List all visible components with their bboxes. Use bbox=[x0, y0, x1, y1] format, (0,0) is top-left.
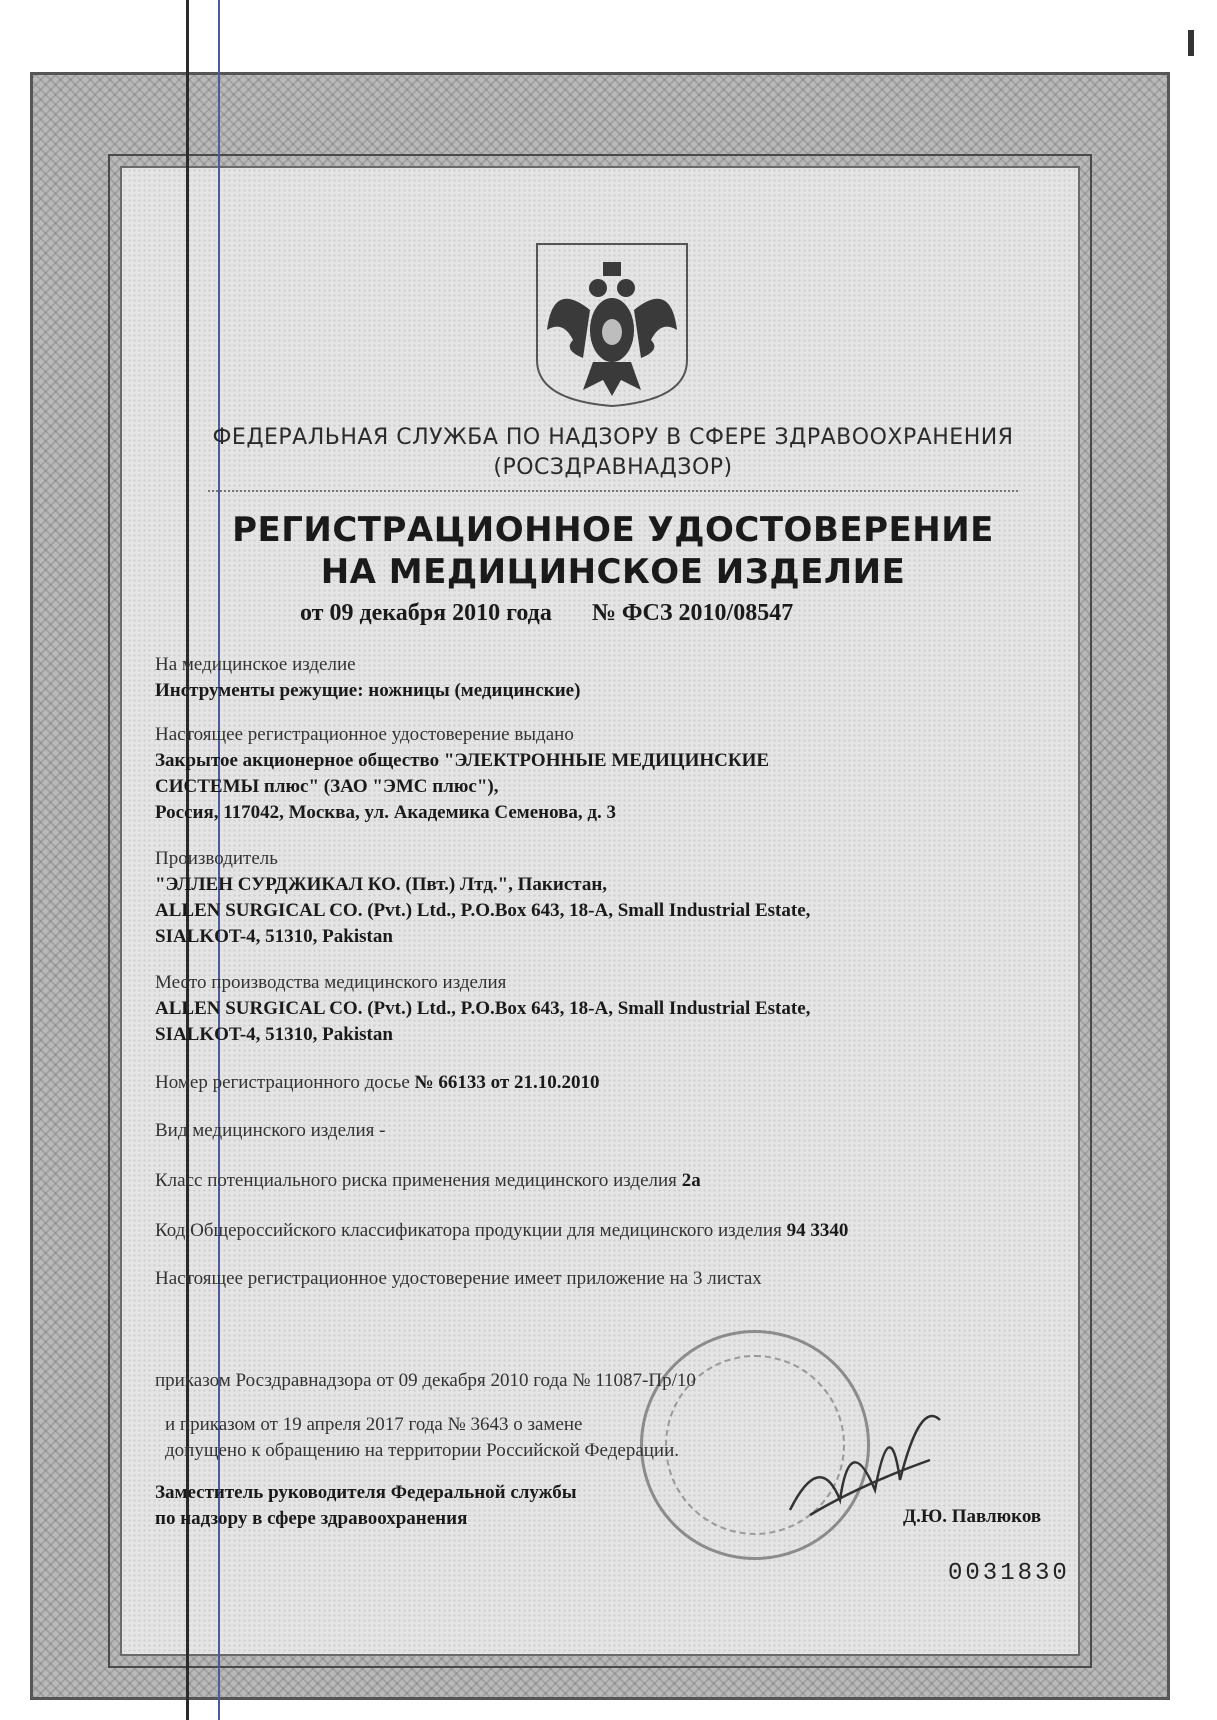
production-site-line: ALLEN SURGICAL CO. (Pvt.) Ltd., P.O.Box 643, 18-A, Small Industrial Estate, bbox=[155, 998, 811, 1019]
risk-class-value: 2а bbox=[681, 1170, 701, 1191]
signatory-position: по надзору в сфере здравоохранения bbox=[155, 1508, 468, 1529]
document-title: РЕГИСТРАЦИОННОЕ УДОСТОВЕРЕНИЕ bbox=[232, 510, 994, 550]
divider bbox=[208, 490, 1018, 492]
agency-name: ФЕДЕРАЛЬНАЯ СЛУЖБА ПО НАДЗОРУ В СФЕРЕ ЗДРАВООХРАНЕНИЯ bbox=[212, 425, 1014, 450]
dossier-value: № 66133 от 21.10.2010 bbox=[414, 1072, 600, 1093]
coat-of-arms-icon bbox=[533, 240, 691, 410]
okp-code-label: Код Общероссийского классификатора продукции для медицинского изделия bbox=[155, 1220, 787, 1241]
order-line: допущено к обращению на территории Российской Федерации. bbox=[165, 1440, 680, 1461]
serial-number: 0031830 bbox=[948, 1560, 1070, 1587]
agency-abbreviation: (РОСЗДРАВНАДЗОР) bbox=[493, 455, 733, 480]
issued-to-line: Закрытое акционерное общество "ЭЛЕКТРОННЫЕ МЕДИЦИНСКИЕ bbox=[155, 750, 770, 771]
order-line: и приказом от 19 апреля 2017 года № 3643 о замене bbox=[165, 1414, 583, 1435]
issued-to-line: СИСТЕМЫ плюс" (ЗАО "ЭМС плюс"), bbox=[155, 776, 499, 797]
scan-mark bbox=[1188, 30, 1194, 56]
signatory-position: Заместитель руководителя Федеральной службы bbox=[155, 1482, 577, 1503]
okp-code-value: 94 3340 bbox=[786, 1220, 849, 1241]
certificate-date: от 09 декабря 2010 года bbox=[300, 600, 552, 626]
order-line: приказом Росздравнадзора от 09 декабря 2010 года № 11087-Пр/10 bbox=[155, 1370, 696, 1391]
dossier-number bbox=[155, 1072, 599, 1094]
manufacturer-label: Производитель bbox=[155, 848, 278, 869]
device-type: Вид медицинского изделия - bbox=[155, 1120, 386, 1141]
issued-to-label: Настоящее регистрационное удостоверение выдано bbox=[155, 724, 574, 745]
dossier-label: Номер регистрационного досье bbox=[155, 1072, 415, 1093]
risk-class bbox=[155, 1170, 701, 1192]
certificate-number: № ФСЗ 2010/08547 bbox=[591, 600, 794, 626]
document-subtitle: НА МЕДИЦИНСКОЕ ИЗДЕЛИЕ bbox=[320, 552, 906, 592]
certificate-date-number bbox=[300, 600, 793, 627]
okp-code bbox=[155, 1220, 848, 1242]
manufacturer-line: "ЭЛЛЕН СУРДЖИКАЛ КО. (Пвт.) Лтд.", Пакистан, bbox=[155, 874, 608, 895]
manufacturer-line: SIALKOT-4, 51310, Pakistan bbox=[155, 926, 393, 947]
risk-class-label: Класс потенциального риска применения медицинского изделия bbox=[155, 1170, 682, 1191]
production-site-line: SIALKOT-4, 51310, Pakistan bbox=[155, 1024, 393, 1045]
device-label: На медицинское изделие bbox=[155, 654, 356, 675]
production-site-label: Место производства медицинского изделия bbox=[155, 972, 507, 993]
issued-to-line: Россия, 117042, Москва, ул. Академика Семенова, д. 3 bbox=[155, 802, 617, 823]
signatory-name: Д.Ю. Павлюков bbox=[903, 1506, 1042, 1527]
device-value: Инструменты режущие: ножницы (медицинские) bbox=[155, 680, 581, 701]
appendix-note: Настоящее регистрационное удостоверение имеет приложение на 3 листах bbox=[155, 1268, 762, 1289]
manufacturer-line: ALLEN SURGICAL CO. (Pvt.) Ltd., P.O.Box 643, 18-A, Small Industrial Estate, bbox=[155, 900, 811, 921]
